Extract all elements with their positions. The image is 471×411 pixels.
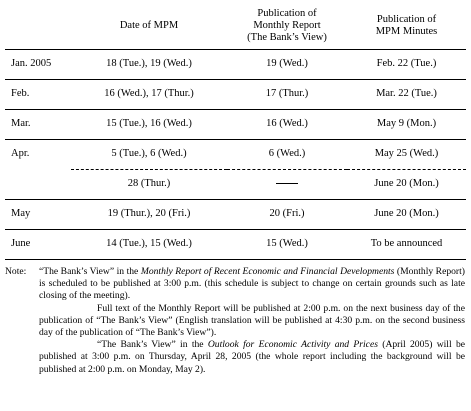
- header-month: [5, 3, 71, 49]
- table-row: [5, 169, 466, 199]
- notes-section: [5, 266, 465, 376]
- header-minutes: [347, 3, 466, 49]
- cell-report-date: 6 (Wed.): [227, 139, 347, 169]
- cell-report-date-none: [227, 169, 347, 199]
- cell-minutes-date: June 20 (Mon.): [347, 199, 466, 229]
- cell-minutes-date: Mar. 22 (Tue.): [347, 79, 466, 109]
- cell-mpm-date: 18 (Tue.), 19 (Wed.): [71, 49, 227, 79]
- cell-month: May: [5, 199, 71, 229]
- note-text: “The Bank’s View” in the: [39, 266, 141, 277]
- cell-mpm-date: 28 (Thur.): [71, 169, 227, 199]
- note-text: (Monthly Report) is scheduled to be published at 3:00 p.m. (this schedule is subject to change on certain grounds such as late closing of the meeting).: [39, 266, 465, 302]
- note-body: [39, 266, 465, 376]
- cell-month: [5, 169, 71, 199]
- table-row: [5, 79, 466, 109]
- note-outlook-title: Outlook for Economic Activity and Prices: [207, 339, 378, 351]
- mpm-schedule-table: [5, 3, 466, 260]
- table-header-row: [5, 3, 466, 49]
- cell-report-date: 16 (Wed.): [227, 109, 347, 139]
- header-monthly-report-line2: Monthly Report: [253, 19, 321, 31]
- cell-month: Jan. 2005: [5, 49, 71, 79]
- note-paragraph-2: Full text of the Monthly Report will be published at 2:00 p.m. on the next business day of the publication of “The Bank’s View” (English translation will be published at 4:30 p.m. on the second business day of the publication of “The Bank’s View”).: [39, 302, 465, 339]
- header-monthly-report-line1: Publication of: [257, 7, 317, 19]
- note-text: (April 2005) will be published at 3:00 p.m. on Thursday, April 28, 2005 (the whole report including the background will be published at 2:00 p.m. on Monday, May 2).: [39, 339, 465, 375]
- cell-minutes-date: Feb. 22 (Tue.): [347, 49, 466, 79]
- cell-minutes-date: To be announced: [347, 229, 466, 259]
- cell-mpm-date: 5 (Tue.), 6 (Wed.): [71, 139, 227, 169]
- dash-mark: [276, 183, 298, 184]
- cell-minutes-date: May 25 (Wed.): [347, 139, 466, 169]
- cell-mpm-date: 14 (Tue.), 15 (Wed.): [71, 229, 227, 259]
- header-monthly-report: [227, 3, 347, 49]
- cell-report-date: 17 (Thur.): [227, 79, 347, 109]
- cell-minutes-date: June 20 (Mon.): [347, 169, 466, 199]
- cell-report-date: 20 (Fri.): [227, 199, 347, 229]
- table-row: [5, 109, 466, 139]
- cell-month: June: [5, 229, 71, 259]
- cell-mpm-date: 15 (Tue.), 16 (Wed.): [71, 109, 227, 139]
- header-monthly-report-line3: (The Bank’s View): [247, 31, 327, 43]
- note-paragraph-3: [39, 339, 465, 376]
- cell-mpm-date: 19 (Thur.), 20 (Fri.): [71, 199, 227, 229]
- cell-mpm-date: 16 (Wed.), 17 (Thur.): [71, 79, 227, 109]
- cell-month: Feb.: [5, 79, 71, 109]
- note-label: Note:: [5, 266, 27, 277]
- table-row: [5, 199, 466, 229]
- table-row: [5, 139, 466, 169]
- note-report-title: Monthly Report of Recent Economic and Financial Developments: [140, 266, 395, 277]
- header-minutes-line2: MPM Minutes: [375, 25, 438, 37]
- header-mpm-date: Date of MPM: [71, 3, 227, 49]
- cell-month: Apr.: [11, 148, 30, 160]
- table-row: [5, 49, 466, 79]
- table-row: [5, 229, 466, 259]
- cell-month: Mar.: [5, 109, 71, 139]
- note-paragraph-1: [39, 266, 465, 303]
- cell-report-date: 15 (Wed.): [227, 229, 347, 259]
- note-text: “The Bank’s View” in the: [97, 339, 208, 351]
- cell-report-date: 19 (Wed.): [227, 49, 347, 79]
- header-minutes-line1: Publication of: [376, 13, 437, 25]
- cell-minutes-date: May 9 (Mon.): [347, 109, 466, 139]
